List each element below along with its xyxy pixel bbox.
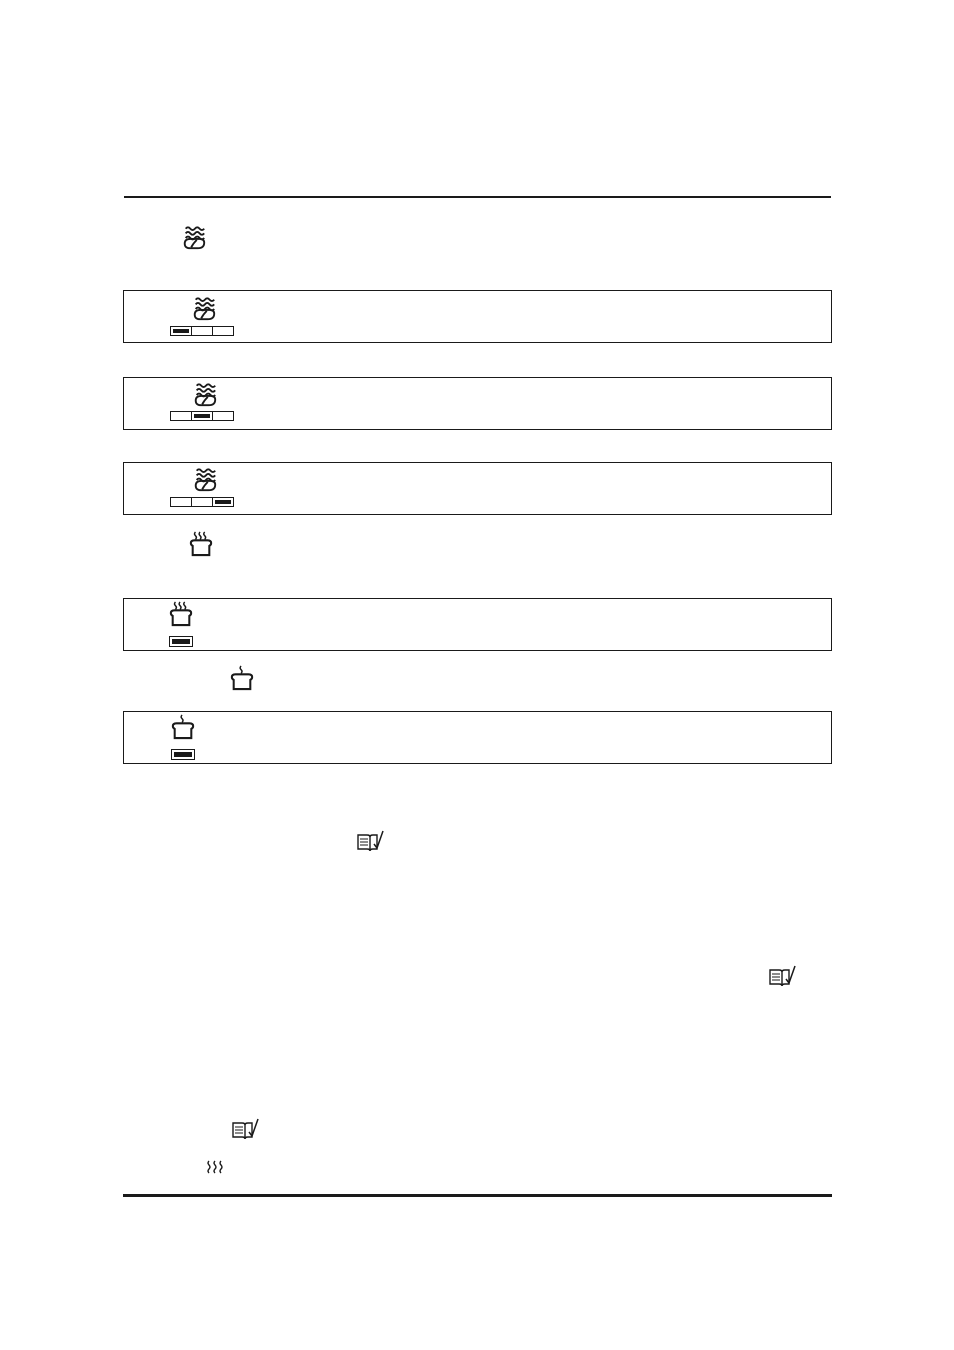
- display-panel-level-1: [123, 290, 832, 343]
- display-panel-level-2: [123, 377, 832, 430]
- display-panel-level-3: [123, 462, 832, 515]
- level-segment-2: [191, 326, 213, 336]
- multi-steam-bread-icon: [180, 225, 208, 251]
- bottom-rule: [123, 1194, 832, 1197]
- level-segment-1: [170, 411, 192, 421]
- heavy-steam-toast-icon: [169, 600, 193, 628]
- level-segment-3: [212, 326, 234, 336]
- display-panel-heavy-steam: [123, 598, 832, 651]
- level-segment-1: [170, 326, 192, 336]
- heavy-steam-toast-icon: [189, 530, 213, 558]
- level-segment-1: [170, 497, 192, 507]
- level-indicator: [170, 411, 233, 421]
- level-segment-2: [191, 497, 213, 507]
- level-indicator: [170, 326, 233, 336]
- single-level-indicator: [171, 749, 195, 760]
- level-segment-3: [212, 411, 234, 421]
- recipe-book-icon: [768, 965, 796, 989]
- steam-wisps-icon: [206, 1160, 224, 1174]
- single-level-indicator: [169, 636, 193, 647]
- level-segment-3: [212, 497, 234, 507]
- level-indicator: [170, 497, 233, 507]
- display-panel-light-steam: [123, 711, 832, 764]
- multi-steam-bread-icon: [191, 467, 219, 493]
- recipe-book-icon: [356, 830, 384, 854]
- light-steam-toast-icon: [171, 713, 195, 741]
- top-rule: [124, 196, 831, 198]
- level-segment-2: [191, 411, 213, 421]
- light-steam-toast-icon: [230, 664, 254, 692]
- recipe-book-icon: [231, 1118, 259, 1142]
- multi-steam-bread-icon: [191, 382, 219, 408]
- multi-steam-bread-icon: [190, 296, 218, 322]
